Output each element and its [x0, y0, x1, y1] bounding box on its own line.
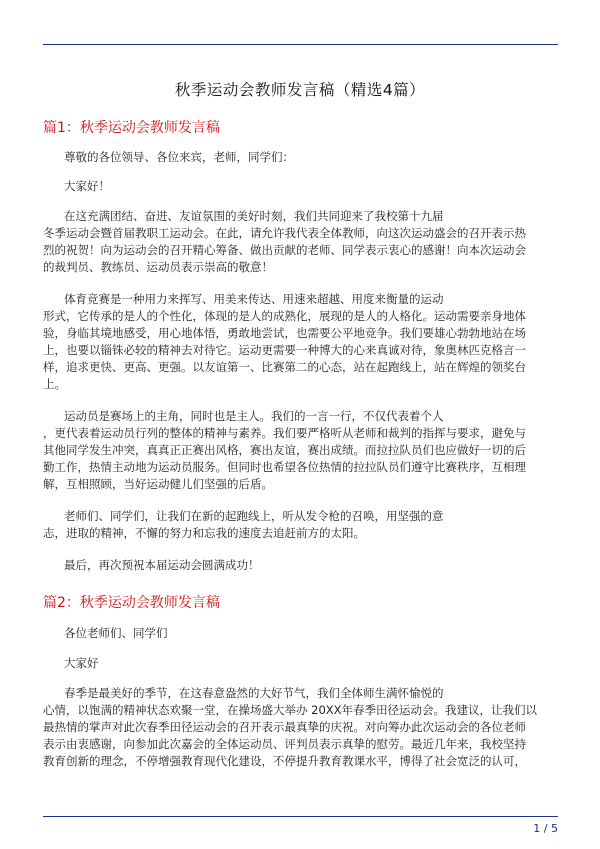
paragraph-line: 教育创新的理念，不停增强教育现代化建设，不停提升教育教课水平，博得了社会宽泛的认可，	[43, 754, 526, 768]
footer-rule	[43, 816, 558, 817]
paragraph-line: 老师们、同学们，让我们在新的起跑线上，听从发令枪的召唤，用坚强的意	[64, 509, 444, 523]
paragraph-line: 验，身临其境地感受，用心地体悟，勇敢地尝试，也需要公平地竞争。我们要雄心勃勃地站在场	[43, 326, 526, 340]
paragraph-line: 在这充满团结、奋进、友谊氛围的美好时刻，我们共同迎来了我校第十九届	[64, 209, 444, 223]
paragraph-line: 最后，再次预祝本届运动会圆满成功！	[64, 558, 260, 572]
paragraph-line: 其他同学发生冲突，真真正正赛出风格，赛出友谊，赛出成绩。而拉拉队员们也应做好一切的后	[43, 443, 526, 457]
paragraph-line: 运动员是赛场上的主角，同时也是主人。我们的一言一行，不仅代表着个人	[64, 409, 444, 423]
paragraph-line: 春季是最美好的季节，在这春意盎然的大好节气，我们全体师生满怀愉悦的	[64, 686, 444, 700]
paragraph-line: 样，追求更快、更高、更强。以友谊第一、比赛第二的心态，站在起跑线上，站在辉煌的领奖台	[43, 360, 526, 374]
paragraph-line: 大家好	[64, 656, 99, 670]
paragraph-line: 烈的祝贺！向为运动会的召开精心筹备、做出贡献的老师、同学表示衷心的感谢！向本次运动会	[43, 243, 526, 257]
page-number: 1 / 5	[533, 822, 558, 835]
paragraph-line: ，更代表着运动员行列的整体的精神与素养。我们要严格听从老师和裁判的指挥与要求，避免与	[43, 426, 526, 440]
section-heading: 篇1：秋季运动会教师发言稿	[43, 120, 220, 136]
paragraph-line: 解，互相照顾，当好运动健儿们坚强的后盾。	[43, 477, 273, 491]
paragraph-line: 最热情的掌声对此次春季田径运动会的召开表示最真挚的庆祝。对向筹办此次运动会的各位老师	[43, 720, 526, 734]
paragraph-line: 各位老师们、同学们	[64, 626, 168, 640]
paragraph-line: 勤工作，热情主动地为运动员服务。但同时也希望各位热情的拉拉队员们遵守比赛秩序，互相理	[43, 460, 526, 474]
paragraph-line: 形式，它传承的是人的个性化，体现的是人的成熟化，展现的是人的人格化。运动需要亲身地体	[43, 309, 526, 323]
paragraph-line: 志，进取的精神，不懈的努力和忘我的速度去追赶前方的太阳。	[43, 526, 365, 540]
paragraph-line: 上，也要以锱铢必较的精神去对待它。运动更需要一种博大的心来真诚对待，象奥林匹克格言一	[43, 343, 526, 357]
header-rule	[43, 44, 558, 45]
document-title: 秋季运动会教师发言稿（精选4篇）	[174, 81, 426, 99]
paragraph-line: 尊敬的各位领导、各位来宾，老师，同学们：	[64, 150, 294, 164]
paragraph-line: 的裁判员、教练员、运动员表示崇高的敬意！	[43, 260, 273, 274]
paragraph-line: 冬季运动会暨首届教职工运动会。在此，请允许我代表全体教师，向这次运动盛会的召开表示热	[43, 226, 526, 240]
paragraph-line: 上。	[43, 377, 66, 391]
section-heading: 篇2：秋季运动会教师发言稿	[43, 595, 220, 611]
paragraph-line: 体育竞赛是一种用力来挥写、用美来传达、用速来超越、用度来衡量的运动	[64, 292, 444, 306]
paragraph-line: 表示由衷感谢，向参加此次嘉会的全体运动员、评判员表示真挚的慰劳。最近几年来，我校坚持	[43, 737, 526, 751]
paragraph-line: 心情，以饱满的精神状态欢聚一堂，在操场盛大举办 20XX年春季田径运动会。我建议，让我们以	[43, 703, 538, 717]
paragraph-line: 大家好！	[64, 179, 110, 193]
